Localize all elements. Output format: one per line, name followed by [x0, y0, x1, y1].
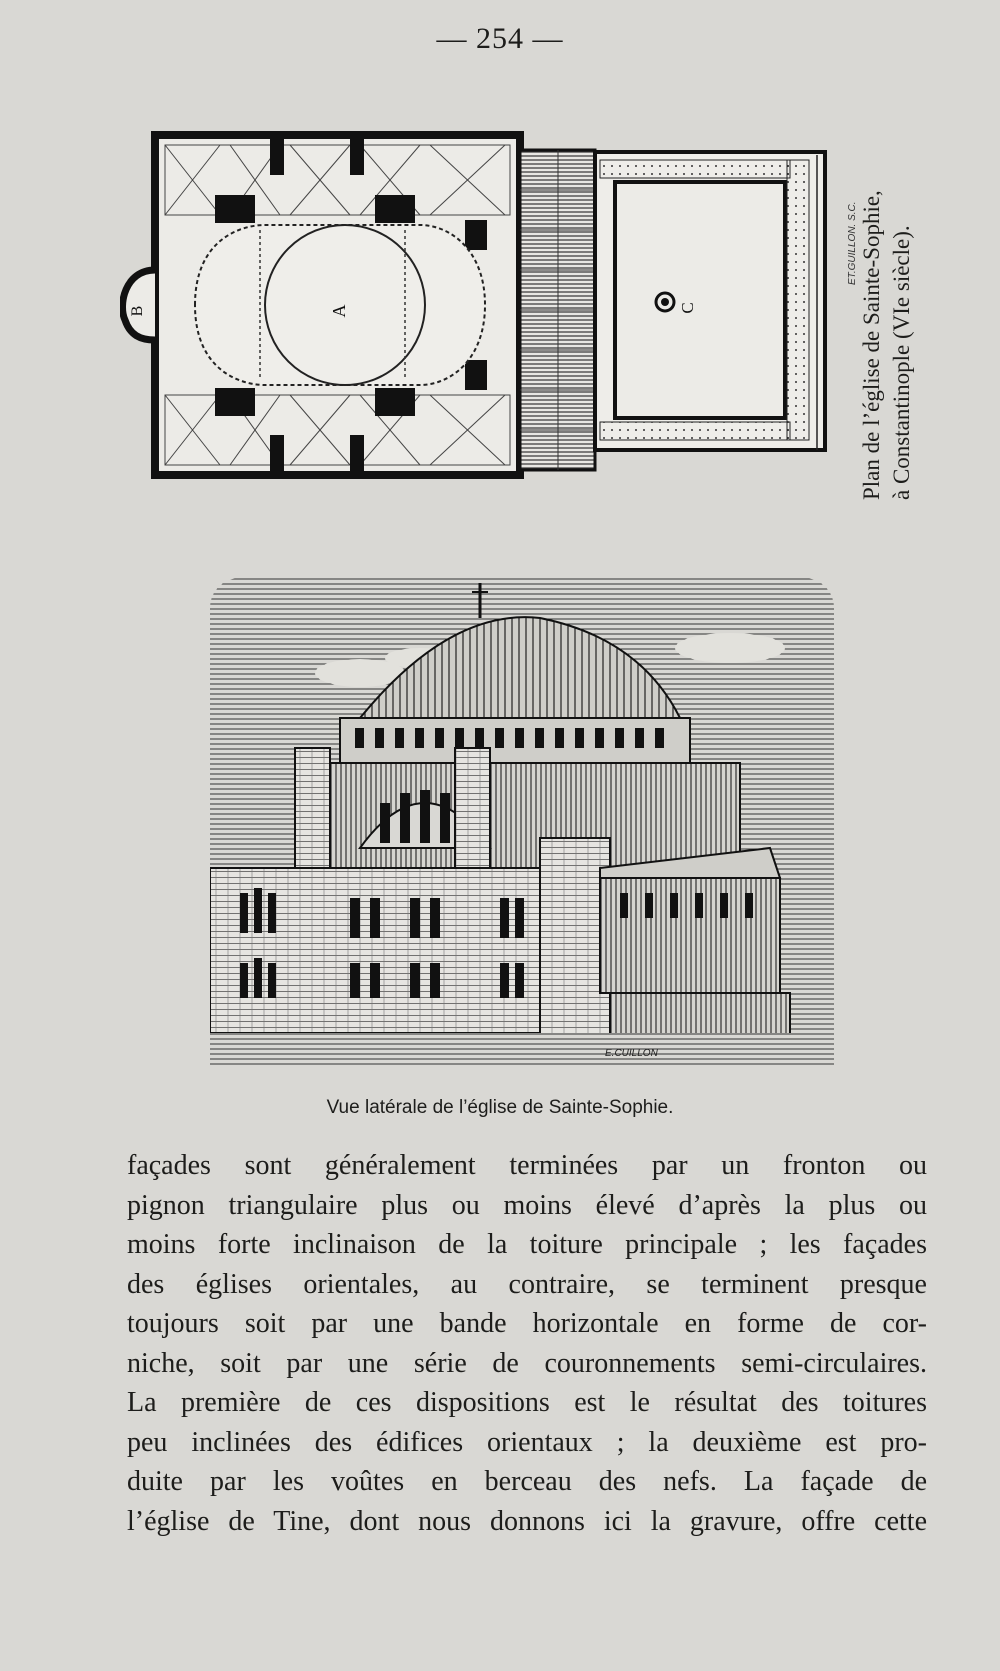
plan-label-b: B: [129, 305, 146, 317]
body-line-9: duite par les voûtes en berceau des nefs. La façade de: [127, 1466, 927, 1497]
body-line-6: niche, soit par une série de couronnements semi-circulaires.: [127, 1347, 927, 1379]
body-text: [127, 1146, 927, 1541]
plan-label-c: C: [678, 302, 697, 314]
body-line-4: des églises orientales, au contraire, se terminent presque: [127, 1268, 927, 1300]
page-number: — 254 —: [436, 22, 564, 55]
body-line-2: pignon triangulaire plus ou moins élevé d’après la plus ou: [127, 1189, 927, 1221]
body-line-7: La première de ces dispositions est le résultat des toitures: [127, 1387, 927, 1418]
body-line-10: l’église de Tine, dont nous donnons ici la gravure, offre cette: [127, 1505, 927, 1537]
body-line-8: peu inclinées des édifices orientaux ; la deuxième est pro-: [127, 1426, 927, 1458]
narthex-plan: [520, 150, 595, 470]
atrium-plan: [595, 152, 825, 450]
church-lateral-view-illustration: [210, 578, 834, 1068]
floor-plan-illustration: [120, 130, 840, 510]
body-line-5: toujours soit par une bande horizontale en forme de cor-: [127, 1308, 927, 1339]
view-caption: Vue latérale de l’église de Sainte-Sophie.: [326, 1097, 674, 1118]
body-line-3: moins forte inclinaison de la toiture principale ; les façades: [127, 1229, 927, 1260]
church-plan: [123, 135, 520, 475]
plan-caption: [857, 140, 917, 500]
plan-caption-line-1: Plan de l’église de Sainte-Sophie,: [859, 190, 884, 500]
plan-label-a: A: [329, 304, 349, 318]
body-line-1: façades sont généralement terminées par un fronton ou: [127, 1150, 927, 1181]
plan-caption-line-2: à Constantinople (VIe siècle).: [889, 225, 914, 500]
plan-engraver-signature: ET.GUILLON. S.C.: [847, 201, 858, 285]
view-engraver-signature: E.CUILLON: [605, 1048, 658, 1059]
